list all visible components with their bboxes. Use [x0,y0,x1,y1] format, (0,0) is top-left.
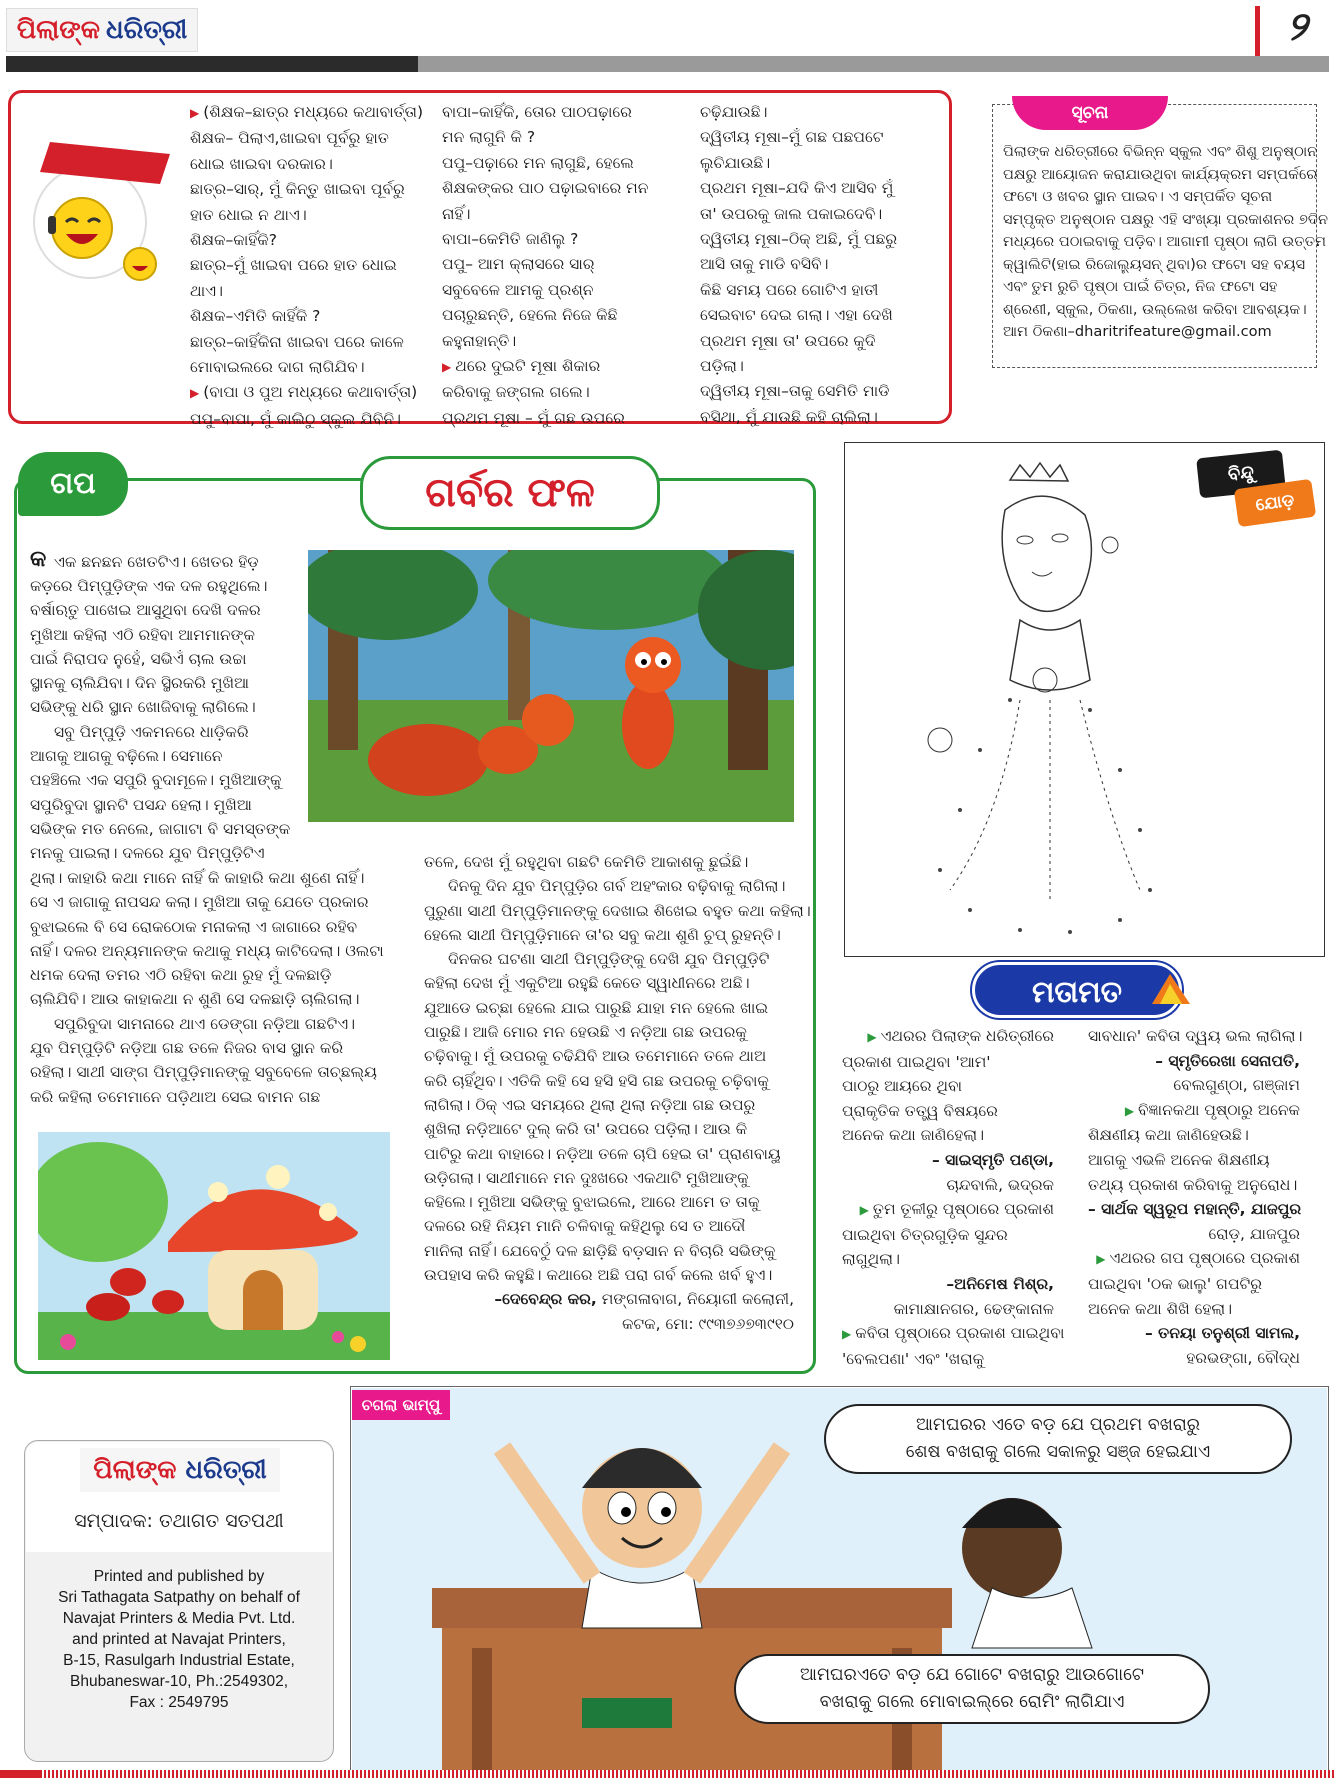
story-title: ଗର୍ବର ଫଳ [360,456,660,530]
masthead-part2: ଧରିତ୍ରୀ [106,14,188,45]
opinion-line: ରୋଡ଼, ଯାଜପୁର [1208,1224,1300,1243]
comic-tag: ଚଗଲା ଭାମ୍ପୁ [352,1390,450,1420]
opinion-line: ଲାଗୁଥିଲା। [842,1250,901,1269]
footer-strip-accent [0,1770,40,1778]
footer-strip [0,1770,1335,1778]
joke-column-1: ▶ (ଶିକ୍ଷକ–ଛାତ୍ର ମଧ୍ୟରେ କଥାବାର୍ତ୍ତା) ଶିକ୍ଷକ– ପିଲାଏ,ଖାଇବା ପୂର୍ବରୁ ହାତ ଧୋଇ ଖାଇବା ଦରକାର। ଛାତ୍ର–ସାର୍, ମୁଁ କିନ୍ତୁ ଖାଇବା ପୂର୍ବରୁ ହାତ ଧୋଇ ନ ଥାଏ। ଶିକ୍ଷକ–କାହିଁକି? ଛାତ୍ର–ମୁଁ ଖାଇବା ପରେ ହାତ ଧୋଇ ଥାଏ। ଶିକ୍ଷକ–ଏମିତି କାହିଁକି ? ଛାତ୍ର–କାହିଁକିନା ଖାଇବା ପରେ କାଳେ ମୋବାଇଲରେ ଦାଗ ଲାଗିଯିବ। ▶ (ବାପା ଓ ପୁଅ ମଧ୍ୟରେ କଥାବାର୍ତ୍ତା) ପପୁ–ବାପା, ମୁଁ କାଲିଠୁ ସ୍କୁଲ ଯିବିନି। [190,103,424,428]
laughing-emoji-icon [20,132,180,292]
opinion-line: ପ୍ରକାଶ ପାଇଥିବା 'ଆମ' [842,1052,991,1071]
ants-forest-illustration [308,550,794,822]
story-author: –ଦେବେନ୍ଦ୍ର କର, ମଙ୍ଗଳାବାଗ, ନିୟୋଗୀ କଲୋନୀ, [494,1290,794,1309]
masthead-logo [6,8,198,52]
opinion-line: ପାଠରୁ ଆୟରେ ଥିବା [842,1077,963,1096]
mushroom-house-illustration [38,1132,390,1360]
triangle-bullet-icon: ▶ [867,1030,877,1044]
opinion-line: – ତନୟା ତନୁଶ୍ରୀ ସାମଲ, [1145,1324,1300,1343]
editor-name: ସମ୍ପାଦକ: ତଥାଗତ ସତପଥୀ [74,1510,284,1532]
opinion-line: ପାଇଥିବା 'ଠକ ଭାଲୁ' ଗପଟିରୁ [1088,1274,1263,1293]
opinion-line: ▶ ବିଜ୍ଞାନକଥା ପୃଷ୍ଠାରୁ ଅନେକ [1124,1100,1300,1119]
story-section-badge: ଗପ [18,452,128,516]
header-divider [1255,6,1260,56]
opinion-line: –ଅନିମେଷ ମିଶ୍ର, [946,1274,1054,1293]
story-text-right: ତଳେ, ଦେଖ ମୁଁ ରହୁଥିବା ଗଛଟି କେମିତି ଆକାଶକୁ ଛୁଇଁଛି। ଦିନକୁ ଦିନ ଯୁବ ପିମ୍ପୁଡ଼ିର ଗର୍ବ ଅହଂକାର ବଢ଼ିବାକୁ ଲାଗିଲା। ପୁରୁଣା ସାଥୀ ପିମ୍ପୁଡ଼ିମାନଙ୍କୁ ଦେଖାଇ ଶିଖେଇ ବହୁତ କଥା କହିଲା। ହେଲେ ସାଥୀ ପିମ୍ପୁଡ଼ିମାନେ ତା'ର ସବୁ କଥା ଶୁଣି ଚୁପ୍ ରୁହନ୍ତି। ଦିନକର ଘଟଣା ସାଥୀ ପିମ୍ପୁଡ଼ିଙ୍କୁ ଦେଖି ଯୁବ ପିମ୍ପୁଡ଼ିଟି କହିଲା ଦେଖ ମୁଁ ଏକୁଟିଆ ରହୁଛି କେତେ ସ୍ୱାଧୀନରେ ଅଛି। ଯୁଆଡେ ଇଚ୍ଛା ହେଲେ ଯାଇ ପାରୁଛି ଯାହା ମନ ହେଲେ ଖାଇ ପାରୁଛି। ଆଜି ମୋର ମନ ହେଉଛି ଏ ନଡ଼ିଆ ଗଛ ଉପରକୁ ଚଢ଼ିବାକୁ। ମୁଁ ଉପରକୁ ଚଢିଯିବି ଆଉ ତମେମାନେ ତଳେ ଥାଅ କରି ଚାହିଁଥିବ। ଏତିକି କହି ସେ ହସି ହସି ଗଛ ଉପରକୁ ଚଢ଼ିବାକୁ ଲାଗିଲା। ଠିକ୍ ଏଇ ସମୟରେ ଥିଲା ଥିଲା ନଡ଼ିଆ ଗଛ ଉପରୁ ଶୁଖିଲା ନଡ଼ିଆଟେ ଦୁଲ୍ କରି ତା' ଉପରେ ପଡ଼ିଲା। ଆଉ କି ପାଟିରୁ କଥା ବାହାରେ। ନଡ଼ିଆ ତଳେ ଚାପି ହେଇ ତା' ପ୍ରାଣବାୟୁ ଉଡ଼ିଗଲା। ସାଥୀମାନେ ମନ ଦୁଃଖରେ ଏକଥାଟି ମୁଖିଆଙ୍କୁ କହିଲେ। ମୁଖିଆ ସଭିଙ୍କୁ ବୁଝାଇଲେ, ଆରେ ଆମେ ତ ତାକୁ ଦଳରେ ରହି ନିୟମ ମାନି ଚଳିବାକୁ କହିଥିଲୁ ସେ ତ ଆଦୌ ମାନିଲା ନାହିଁ। ଯେବେଠୁଁ ଦଳ ଛାଡ଼ିଛି ବଡ଼ସାନ ନ ବିଚାରି ସଭିଙ୍କୁ ଉପହାସ କରି କହୁଛି। କଥାରେ ଅଛି ପରା ଗର୍ବ କଲେ ଖର୍ବ ହୁଏ। –ଦେବେନ୍ଦ୍ର କର, ମଙ୍ଗଳାବାଗ, ନିୟୋଗୀ କଲୋନୀ, କଟକ, ମୋ: ୯୯୩୭୬୭୩୯୧୦ [424,853,811,1333]
story-drop-cap: କ [30,547,47,572]
notice-email: ଆମ ଠିକଣା–dharitrifeature@gmail.com [1003,323,1272,340]
opinion-column-1 [842,1024,1065,1371]
jokes-sticker-label: ଖିଲି ଖିଲି ଗପ [49,130,122,151]
header-bar-dark [6,56,418,72]
joke-column-3: ଚଢ଼ିଯାଉଛି। ଦ୍ୱିତୀୟ ମୂଷା–ମୁଁ ଗଛ ପଛପଟେ ଲୁଚିଯାଉଛି। ପ୍ରଥମ ମୂଷା–ଯଦି କିଏ ଆସିବ ମୁଁ ତା' ଉପରକୁ ଜାଲ ପକାଇଦେବି। ଦ୍ୱିତୀୟ ମୂଷା–ଠିକ୍ ଅଛି, ମୁଁ ପଛରୁ ଆସି ତାକୁ ମାଡି ବସିବି। କିଛି ସମୟ ପରେ ଗୋଟିଏ ହାତୀ ସେଇବାଟ ଦେଇ ଗଲା। ଏହା ଦେଖି ପ୍ରଥମ ମୂଷା ତା' ଉପରେ କୁଦି ପଡ଼ିଲା। ଦ୍ୱିତୀୟ ମୂଷା–ତାକୁ ସେମିତି ମାଡି ବସିଥା, ମୁଁ ଯାଉଛି କହି ଚାଲିଲା। [700,103,898,426]
triangle-bullet-icon: ▶ [190,386,200,401]
opinion-line: ପାଇଥିବା ଚିତ୍ରଗୁଡ଼ିକ ସୁନ୍ଦର [842,1225,1008,1244]
opinion-line: – ସାଇସ୍ମୃତି ପଣ୍ଡା, [931,1150,1054,1169]
opinion-title: ମତାମତ [972,962,1182,1018]
header-bar-grey [418,56,1329,72]
puzzle-tag-join: ଯୋଡ଼ [1234,479,1317,527]
opinion-line: ବେଲଗୁଣ୍ଠା, ଗଞ୍ଜାମ [1173,1076,1300,1095]
opinion-line: ପ୍ରାକୃତିକ ତତ୍ତ୍ୱ ବିଷୟରେ [842,1101,998,1120]
puzzle-tag-dots: ବିନ୍ଦୁ [1196,450,1286,499]
triangle-bullet-icon: ▶ [190,106,200,120]
triangle-bullet-icon: ▶ [442,360,452,375]
opinion-column-2 [1088,1024,1303,1370]
opinion-line: – ସାର୍ଥକ ସ୍ୱରୂପ ମହାନ୍ତି, ଯାଜପୁର [1088,1200,1302,1219]
opinion-line: – ସ୍ମୃତିରେଖା ସେନାପତି, [1155,1051,1300,1070]
opinion-line: 'ବେଲପଣା' ଏବଂ 'ଖରାକୁ [842,1349,985,1368]
princess-dot-drawing [900,450,1200,950]
opinion-line: ଶିକ୍ଷଣୀୟ କଥା ଜାଣିହେଉଛି। [1088,1126,1249,1145]
opinion-line: ଅନେକ କଥା ଜାଣିହେଲା। [842,1126,985,1145]
story-text-left-full: ଥିଲା। କାହାରି କଥା ମାନେ ନାହିଁ କି କାହାରି କଥା ଶୁଣେ ନାହିଁ। ସେ ଏ ଜାଗାକୁ ନାପସନ୍ଦ କଲା। ମୁଖିଆ ତାକୁ ଯେତେ ପ୍ରକାର ବୁଝାଇଲେ ବି ସେ ରୋକଠୋକ ମନାକଲା ଏ ଜାଗାରେ ରହିବ ନାହିଁ। ଦଳର ଅନ୍ୟମାନଙ୍କ କଥାକୁ ମଧ୍ୟ କାଟିଦେଲା। ଓଲଟା ଧମକ ଦେଲା ତମର ଏଠି ରହିବା କଥା ରୁହ ମୁଁ ଦଳଛାଡ଼ି ଚାଲିଯିବି। ଆଉ କାହାକଥା ନ ଶୁଣି ସେ ଦଳଛାଡ଼ି ଚାଲିଗଲା। ସପୁରିବୁଦା ସାମନାରେ ଥାଏ ଡେଙ୍ଗା ନଡ଼ିଆ ଗଛଟିଏ। ଯୁବ ପିମ୍ପୁଡ଼ିଟି ନଡ଼ିଆ ଗଛ ତଳେ ନିଜର ବାସ ସ୍ଥାନ କରି ରହିଲା। ସାଥୀ ସାଙ୍ଗ ପିମ୍ପୁଡ଼ିମାନଙ୍କୁ ସବୁବେଳେ ତାଚ୍ଛଲ୍ୟ କରି କହିଲା ତମେମାନେ ପଡ଼ିଥାଅ ସେଇ ବାମନ ଗଛ [30,869,384,1106]
triangle-bullet-icon: ▶ [1124,1103,1135,1118]
opinion-line: ସାବଧାନ' କବିତା ଦ୍ୱୟ ଭଲ ଲାଗିଲା। [1088,1027,1303,1045]
opinion-line: ଆଗକୁ ଏଭଳି ଅନେକ ଶିକ୍ଷଣୀୟ [1088,1150,1270,1169]
opinion-line: ଚାନ୍ଦବାଲି, ଭଦ୍ରକ [946,1175,1054,1194]
triangle-bullet-icon: ▶ [859,1203,869,1218]
letters-icon [1150,970,1192,1006]
notice-tab: ସୂଚନା [1012,96,1168,130]
joke-column-2: ବାପା–କାହିଁକି, ତୋର ପାଠପଢ଼ାରେ ମନ ଲାଗୁନି କି ? ପପୁ–ପଢ଼ାରେ ମନ ଲାଗୁଛି, ହେଲେ ଶିକ୍ଷକଙ୍କର ପାଠ ପଢ଼ାଇବାରେ ମନ ନାହିଁ। ବାପା–କେମିତି ଜାଣିଲୁ ? ପପୁ– ଆମ କ୍ଲାସରେ ସାର୍ ସବୁବେଳେ ଆମକୁ ପ୍ରଶ୍ନ ପଚାରୁଛନ୍ତି, ହେଲେ ନିଜେ କିଛି କହୁନାହାନ୍ତି। ▶ ଥରେ ଦୁଇଟି ମୂଷା ଶିକାର କରିବାକୁ ଜଙ୍ଗଲ ଗଲେ। ପ୍ରଥମ ମୂଷା – ମୁଁ ଗଛ ଉପରେ [442,103,649,427]
story-text-left-top-cont: କଡ଼ରେ ପିମ୍ପୁଡ଼ିଙ୍କ ଏକ ଦଳ ରହୁଥିଲେ। ବର୍ଷାଋତୁ ପାଖେଇ ଆସୁଥିବା ଦେଖି ଦଳର ମୁଖିଆ କହିଲା ଏଠି ରହିବା ଆମମାନଙ୍କ ପାଇଁ ନିରାପଦ ନୁହେଁ, ସଭିଏଁ ଚାଲ ଉଚ୍ଚା ସ୍ଥାନକୁ ଚାଲିଯିବା। ଦିନ ସ୍ଥିରକରି ମୁଖିଆ ସଭିଙ୍କୁ ଧରି ସ୍ଥାନ ଖୋଜିବାକୁ ଲାଗିଲେ। ସବୁ ପିମ୍ପୁଡ଼ି ଏକମନରେ ଧାଡ଼ିକରି ଆଗକୁ ଆଗକୁ ବଢ଼ିଲେ। ସେମାନେ ପହଞ୍ଚିଲେ ଏକ ସପୁରି ବୁଦାମୂଳେ। ମୁଖିଆଙ୍କୁ ସପୁରିବୁଦା ସ୍ଥାନଟି ପସନ୍ଦ ହେଲା। ମୁଖିଆ ସଭିଙ୍କ ମତ ନେଲେ, ଜାଗାଟା ବି ସମସ୍ତଙ୍କ ମନକୁ ପାଇଲା। ଦଳରେ ଯୁବ ପିମ୍ପୁଡ଼ିଟିଏ [30,577,291,863]
notice-box: ପିଲାଙ୍କ ଧରିତ୍ରୀରେ ବିଭିନ୍ନ ସ୍କୁଲ ଏବଂ ଶିଶୁ ଅନୁଷ୍ଠାନ ପକ୍ଷରୁ ଆୟୋଜନ କରାଯାଉଥିବା କାର୍ଯ୍ୟକ୍ରମ ସମ୍ପର୍କରେ ଫଟୋ ଓ ଖବର ସ୍ଥାନ ପାଇବ। ଏ ସମ୍ପର୍କିତ ସୂଚନା ସମ୍ପୃକ୍ତ ଅନୁଷ୍ଠାନ ପକ୍ଷରୁ ଏହି ସଂଖ୍ୟା ପ୍ରକାଶନର ୭ଦିନ ମଧ୍ୟରେ ପଠାଇବାକୁ ପଡ଼ିବ। ଆଗାମୀ ପୃଷ୍ଠା ଲାଗି ଉତ୍ତମ କ୍ୱାଲିଟି(ହାଇ ରିଜୋଲ୍ୟୁସନ୍ ଥିବା)ର ଫଟୋ ସହ ବୟସ ଏବଂ ତୁମ ରୁଚି ପୃଷ୍ଠା ପାଇଁ ଚିତ୍ର, ନିଜ ଫଟୋ ସହ ଶ୍ରେଣୀ, ସ୍କୁଲ, ଠିକଣା, ଉଲ୍ଲେଖ କରିବା ଆବଶ୍ୟକ। ଆମ ଠିକଣା–dharitrifeature@gmail.com [992,104,1317,368]
triangle-bullet-icon: ▶ [842,1327,852,1342]
speech-bubble-bottom: ଆମଘରଏତେ ବଡ଼ ଯେ ଗୋଟେ ବଖରାରୁ ଆଉଗୋଟେ ବଖରାକୁ ଗଲେ ମୋବାଇଲ୍‌ରେ ରୋମିଂ ଲାଗିଯାଏ [734,1654,1210,1724]
opinion-line: ▶ ଏଥରର ଗପ ପୃଷ୍ଠାରେ ପ୍ରକାଶ [1096,1249,1300,1268]
opinion-line: ▶ ତୁମ ତୂଳୀରୁ ପୃଷ୍ଠାରେ ପ୍ରକାଶ [859,1200,1054,1219]
printer-info: Printed and published by Sri Tathagata Satpathy on behalf of Navajat Printers & Media Pvt. Ltd. and printed at Navajat Printers, B-15, Rasulgarh Industrial Estate, Bhubaneswar-10, Ph.:2549302, Fax : 2549795 [58,1568,300,1711]
opinion-line: ତଥ୍ୟ ପ୍ରକାଶ କରିବାକୁ ଅନୁରୋଧ। [1088,1175,1298,1194]
page-number: ୨ [1287,4,1307,50]
triangle-bullet-icon: ▶ [1096,1252,1106,1267]
opinion-line: ହରଭଙ୍ଗା, ବୌଦ୍ଧ [1186,1348,1300,1367]
opinion-line: ଅନେକ କଥା ଶିଖି ହେଲା। [1088,1299,1233,1318]
editor-logo: ପିଲାଙ୍କ ଧରିତ୍ରୀ [80,1448,280,1492]
opinion-line: କାମାକ୍ଷାନଗର, ଢେଙ୍କାନାଳ [893,1299,1054,1318]
opinion-line: ▶ କବିତା ପୃଷ୍ଠାରେ ପ୍ରକାଶ ପାଇଥିବା [842,1324,1065,1343]
story-text-left-top: ଏକ ଛନଛନ ଖେତଟିଏ। ଖେତର ହିଡ଼ [54,553,259,571]
masthead-part1: ପିଲାଙ୍କ [16,14,101,45]
speech-bubble-top: ଆମଘରର ଏତେ ବଡ଼ ଯେ ପ୍ରଥମ ବଖରାରୁ ଶେଷ ବଖରାକୁ ଗଲେ ସକାଳରୁ ସଞ୍ଜ ହେଇଯାଏ [824,1404,1292,1474]
opinion-line: ▶ ଏଥରର ପିଲାଙ୍କ ଧରିତ୍ରୀରେ [867,1027,1054,1045]
